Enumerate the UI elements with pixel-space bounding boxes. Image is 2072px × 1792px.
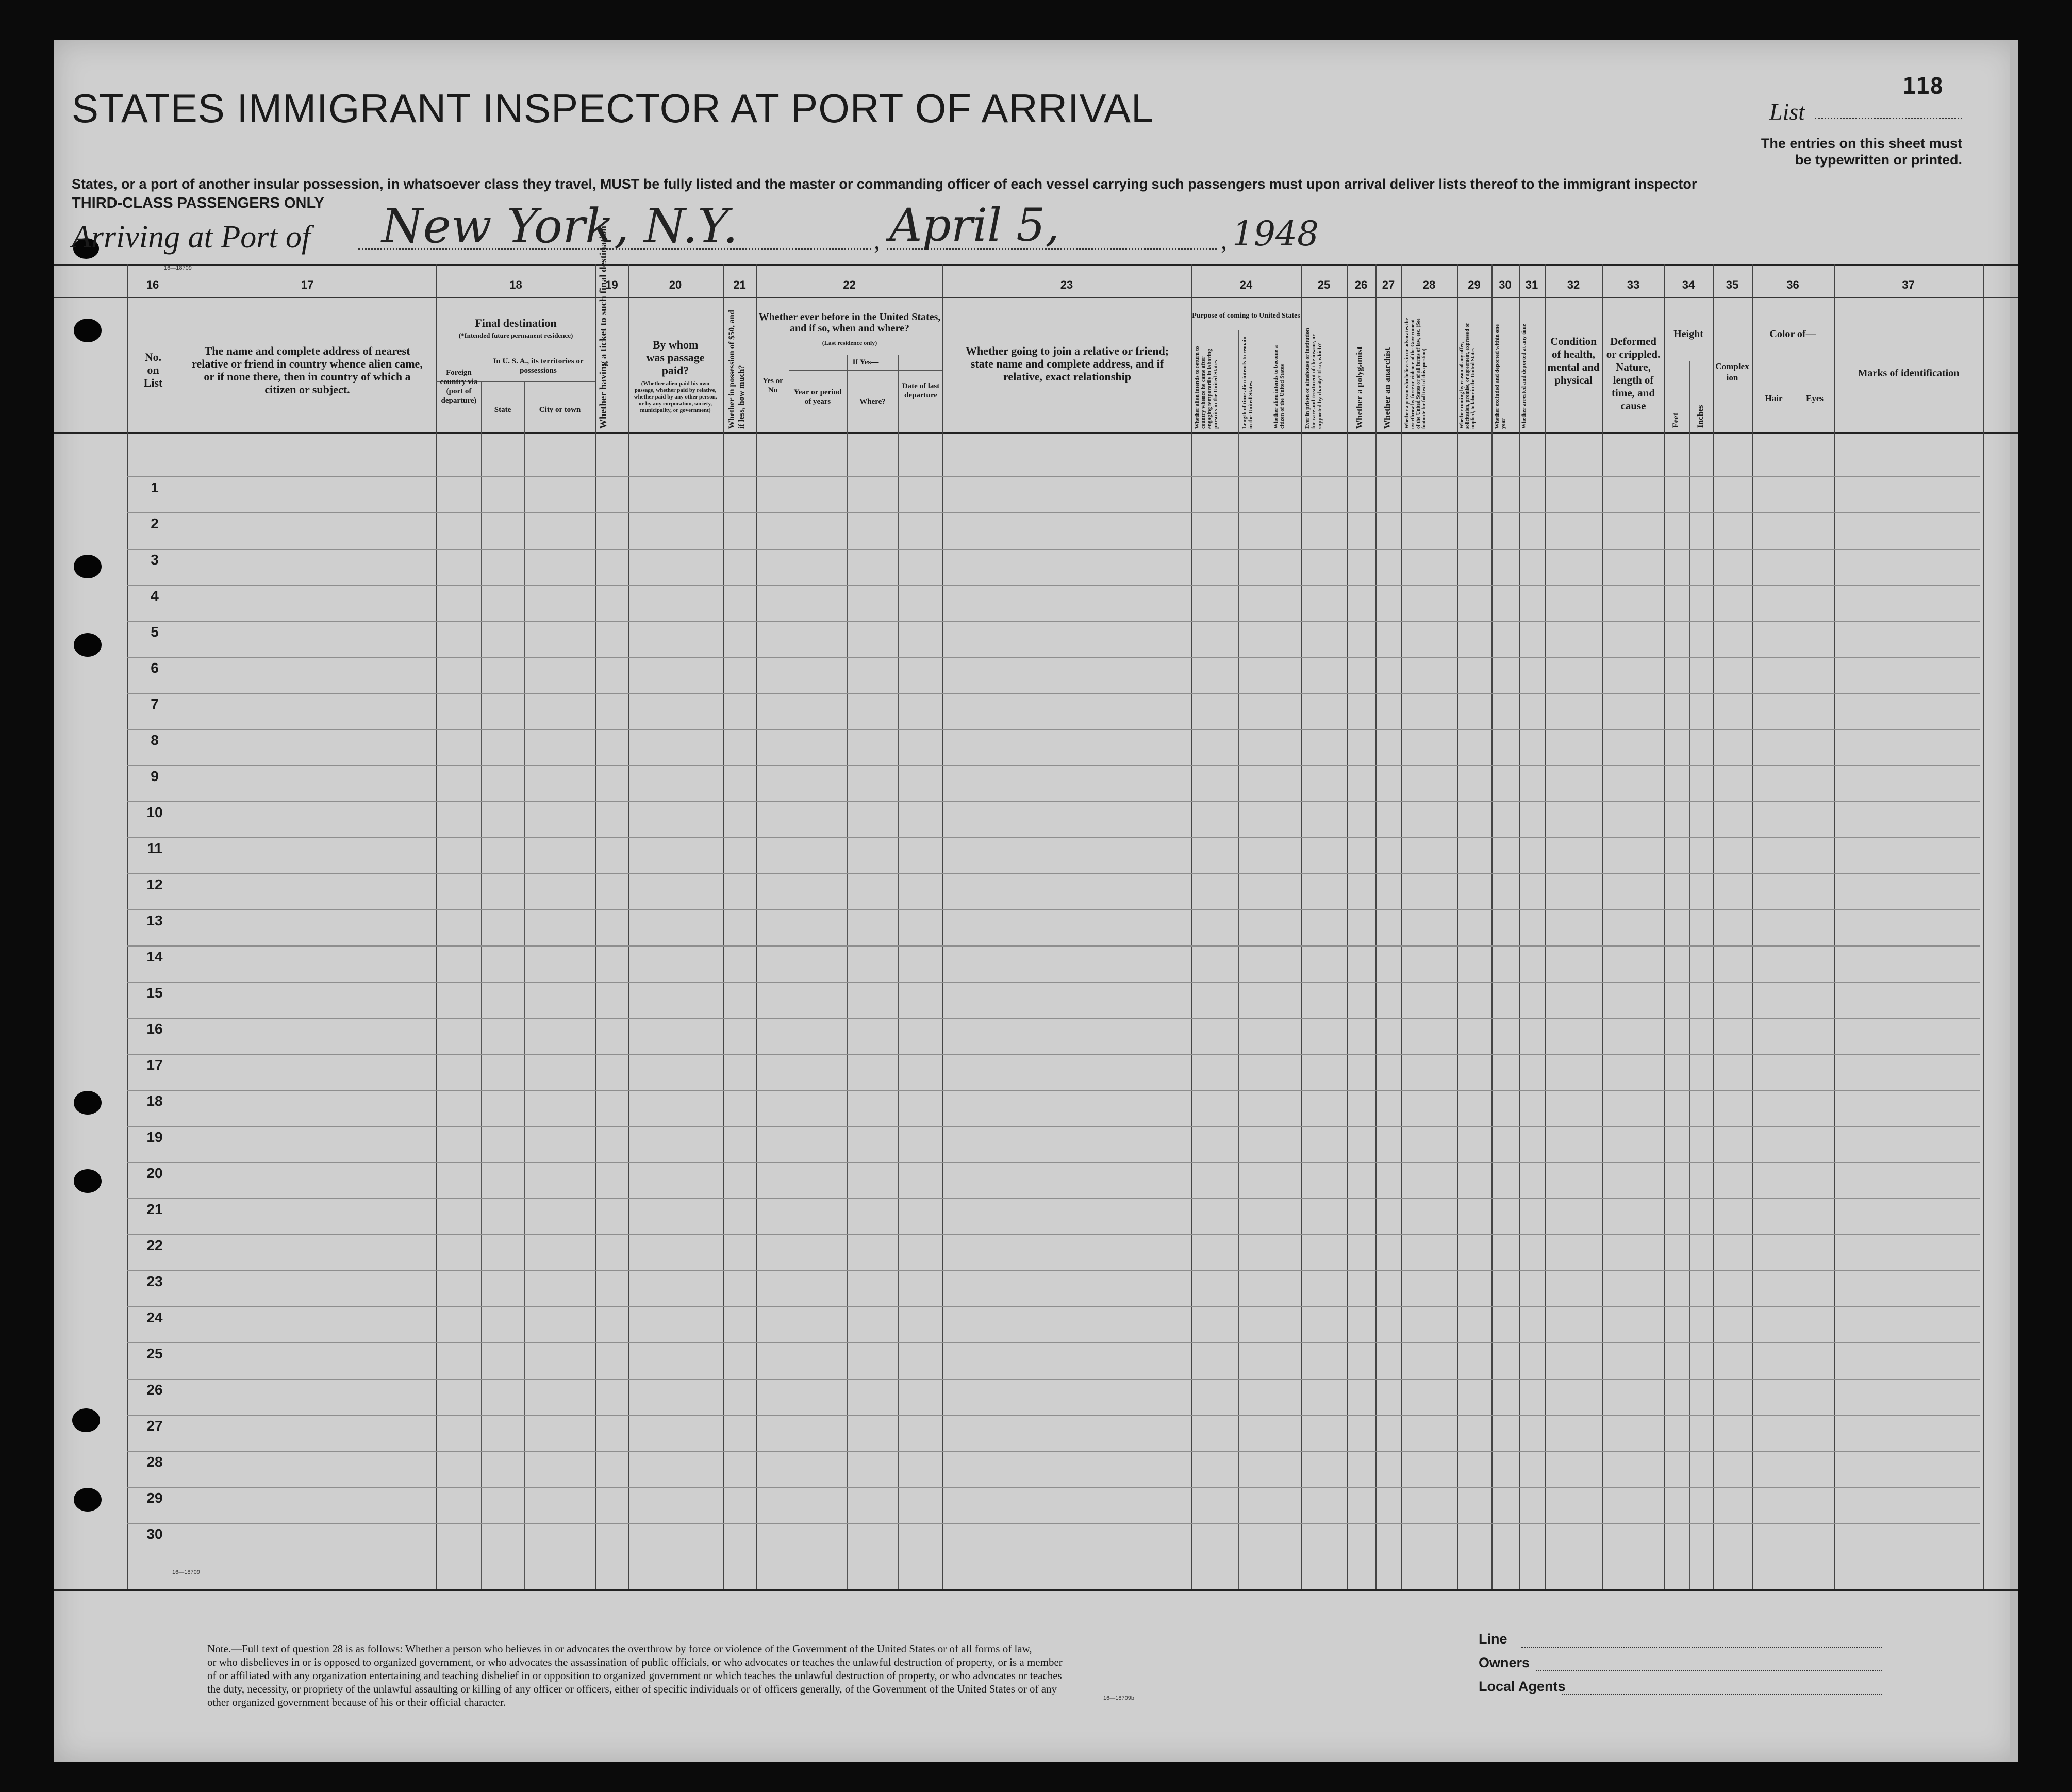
row-line [127,1487,1980,1488]
row-line [127,621,1980,622]
header-deformed: Deformed or crippled. Nature, length of time, and cause [1606,335,1661,412]
header-complexion: Complexion [1715,361,1749,383]
page-title: STATES IMMIGRANT INSPECTOR AT PORT OF ARRIVAL [72,86,1154,131]
line-label: Line [1479,1631,1507,1647]
row-number: 20 [146,1165,163,1181]
col-divider [1238,330,1239,1589]
row-number: 6 [151,660,159,676]
col-divider [1664,264,1665,1589]
row-number: 15 [146,985,163,1001]
header-labor-offer: Whether coming by reason of any offer, solicitation, promise, or agreement, expressed or implied, to labor in the United States [1459,323,1476,429]
row-number: 10 [146,804,163,820]
manifest-sheet [54,40,2018,1762]
col-divider [595,264,596,1589]
row-line [127,765,1980,766]
col-number-23: 23 [1060,278,1073,291]
punch-hole [74,1169,102,1193]
row-line [127,693,1980,694]
col-divider [1375,264,1377,1589]
row-line [127,1451,1980,1452]
header-passage-paid: By whom was passage paid? [646,338,705,377]
col-divider [1519,264,1520,1589]
row-number: 30 [146,1526,163,1542]
row-line [127,1270,1980,1271]
row-number: 14 [146,949,163,965]
list-number-line [1815,118,1962,119]
local-agents-label: Local Agents [1479,1679,1566,1694]
row-line [127,1126,1980,1127]
row-line [127,1415,1980,1416]
header-inches: Inches [1696,405,1705,428]
port-handwritten: New York, N.Y. [382,198,738,254]
footnote-line: Note.—Full text of question 28 is as follows: Whether a person who believes in or advocates the overthrow by force or violence of the Government of the United States or of all forms of law, [207,1642,1032,1655]
punch-hole [74,1091,102,1115]
row-line [127,909,1980,910]
header-date-last-departure: Date of last departure [902,382,940,400]
row-number: 27 [146,1418,163,1434]
punch-hole [72,1408,100,1432]
col-divider [1457,264,1458,1589]
comma: , [874,227,880,255]
header-foreign-country: Foreign country via (port of departure) [440,369,478,405]
form-code-top: 16—18709 [164,265,192,271]
header-city-or-town: City or town [539,406,581,414]
col-divider [942,264,943,1589]
sheet-edge [2010,40,2018,1762]
row-line [127,1306,1980,1307]
col-divider [1983,264,1984,1589]
year-handwritten: 1948 [1232,214,1319,254]
header-height: Height [1673,328,1703,340]
header-question-28: Whether a person who believes in or advocates the overthrow by force or violence of the Government of the United States or of all forms of law, etc. (See footnote for full text of this question) [1404,318,1427,429]
row-line [127,801,1980,802]
col-number-35: 35 [1726,278,1739,291]
col-divider [436,264,437,1589]
col-number-22: 22 [843,278,856,291]
row-line [127,476,1980,477]
col-number-20: 20 [669,278,682,291]
header-arrested: Whether arrested and deported at any time [1521,324,1527,429]
col-number-36: 36 [1786,278,1799,291]
col-divider [1602,264,1603,1589]
header-possession-50: Whether in possession of $50, and if less, how much? [727,310,746,429]
header-state: State [494,406,511,414]
row-number: 19 [146,1129,163,1145]
col-number-28: 28 [1422,278,1436,291]
row-number: 18 [146,1093,163,1109]
row-number: 4 [151,588,159,604]
header-in-usa: In U. S. A., its territories or possessions [493,357,584,375]
row-line [127,585,1980,586]
col-divider [628,264,629,1589]
row-number: 12 [146,876,163,892]
header-excluded: Whether excluded and deported within one year [1494,324,1506,429]
form-code-bottom: 16—18709 [172,1569,200,1575]
footnote-question-28 [207,1642,1187,1709]
header-health: Condition of health, mental and physical [1547,335,1600,386]
header-eyes: Eyes [1806,393,1824,403]
class-line: THIRD-CLASS PASSENGERS ONLY [72,195,324,211]
header-color-of: Color of— [1769,328,1816,340]
col-divider [1301,264,1302,1589]
subheader-line [481,381,595,382]
sheet-instruction: The entries on this sheet must be typewritten or printed. [1761,136,1962,168]
row-line [127,1342,1980,1343]
footnote-line: or who disbelieves in or is opposed to organized government, or who advocates the assassination of public officials, or who advocates or teaches the unlawful destruction of property, or is a member [207,1656,1063,1668]
row-line [127,657,1980,658]
row-number: 22 [146,1237,163,1253]
row-line [127,1090,1980,1091]
col-number-26: 26 [1354,278,1368,291]
row-number: 26 [146,1382,163,1398]
col-divider [524,381,525,1589]
col-divider [1834,264,1835,1589]
col-divider [1401,264,1402,1589]
col-divider [1491,264,1493,1589]
header-anarchist: Whether an anarchist [1382,347,1392,429]
col-number-16: 16 [146,278,159,291]
instruction-text: States, or a port of another insular possession, in whatsoever class they travel, MUST be fully listed and the master or commanding officer of each vessel carrying such passengers must upon arrival deliver lists thereof to the immigrant inspector [72,176,1697,192]
header-ever-before-sub: (Last residence only) [822,339,877,346]
col-number-19: 19 [605,278,618,291]
row-line [127,1379,1980,1380]
col-number-33: 33 [1627,278,1640,291]
row-line [127,1018,1980,1019]
header-years: Year or period of years [793,388,842,406]
owners-label: Owners [1479,1655,1530,1670]
row-line [127,729,1980,730]
footnote-code: 16—18709b [1103,1695,1134,1701]
footnote-line: other organized government because of his or their official character. [207,1696,506,1708]
row-line [127,512,1980,513]
punch-hole [74,633,102,657]
row-line [127,1198,1980,1199]
row-line [127,1054,1980,1055]
col-number-37: 37 [1902,278,1915,291]
header-where: Where? [859,397,886,406]
col-divider [898,355,899,1589]
col-divider [481,381,482,1589]
header-yes-no: Yes or No [763,377,783,394]
header-prison: Ever in prison or almshouse or institution for care and treatment of the insane, or supported by charity? If so, which? [1304,328,1323,429]
row-line [127,837,1980,838]
header-ticket: Whether having a ticket to such final destination [598,226,609,429]
row-number: 8 [151,732,159,748]
header-final-destination: Final destination [475,317,557,329]
col-number-18: 18 [509,278,522,291]
col-number-21: 21 [733,278,746,291]
col-number-31: 31 [1525,278,1538,291]
punch-hole [74,319,102,342]
row-number: 25 [146,1346,163,1362]
col-divider [1713,264,1714,1589]
subheader-line [789,370,942,371]
row-line [127,945,1980,947]
col-divider [1545,264,1546,1589]
col-number-32: 32 [1567,278,1580,291]
row-number: 9 [151,768,159,784]
header-going-to-join: Whether going to join a relative or friend; state name and complete address, and if relative, exact relationship [965,344,1169,383]
row-number: 29 [146,1490,163,1506]
footnote-line: the duty, necessity, or propriety of the unlawful assaulting or killing of any officer or officers, either of specific individuals or of officers generally, of the Government of the United States or of any [207,1683,1057,1695]
col-number-25: 25 [1317,278,1331,291]
col-divider [1752,264,1753,1589]
row-number: 13 [146,912,163,928]
row-number: 24 [146,1309,163,1325]
table-top-border [54,264,2018,266]
header-no-on-list: No. on List [143,351,163,389]
row-number: 2 [151,516,159,532]
header-if-yes: If Yes— [852,358,879,367]
comma: , [1221,227,1227,255]
col-number-29: 29 [1468,278,1481,291]
row-number: 1 [151,479,159,495]
col-number-34: 34 [1682,278,1695,291]
arriving-label: Arriving at Port of [72,220,311,255]
punch-hole [74,1488,102,1512]
header-ever-before: Whether ever before in the United States, and if so, when and where? [758,311,941,334]
punch-hole [74,555,102,578]
header-purpose-c: Whether alien intends to become a citizen of the United States [1273,345,1285,429]
header-purpose: Purpose of coming to United States [1192,312,1300,320]
col-number-24: 24 [1239,278,1253,291]
header-marks: Marks of identification [1858,368,1960,379]
row-line [127,1523,1980,1524]
header-polygamist: Whether a polygamist [1354,346,1364,429]
header-purpose-b: Length of time alien intends to remain in the United States [1241,336,1254,429]
col-number-27: 27 [1382,278,1395,291]
header-passage-paid-note: (Whether alien paid his own passage, whether paid by relative, whether paid by any other person, or by any corporation, society, municipality, or government) [634,380,717,413]
owners-field [1536,1670,1882,1671]
col-number-30: 30 [1499,278,1512,291]
col-divider [1689,361,1690,1589]
list-label: List [1769,98,1805,125]
col-divider [723,264,724,1589]
header-bottom-border [54,432,2018,434]
col-divider [847,355,848,1589]
row-number: 3 [151,552,159,568]
row-number: 17 [146,1057,163,1073]
local-agents-field [1562,1694,1882,1695]
row-line [127,549,1980,550]
line-field [1521,1647,1882,1648]
header-feet: Feet [1671,412,1680,428]
col-number-17: 17 [301,278,314,291]
footnote-line: of or affiliated with any organization entertaining and teaching disbelief in or opposition to organized government or which teaches the unlawful destruction of property, or who advocates or teaches [207,1669,1062,1682]
page-number: 118 [1902,73,1944,99]
row-number: 23 [146,1273,163,1289]
col-divider [1191,264,1192,1589]
date-handwritten: April 5, [889,198,1060,252]
header-purpose-a: Whether alien intends to return to country whence he came after engaging temporarily in laboring pursuits in the United States [1194,346,1219,429]
row-number: 11 [147,840,162,856]
row-number: 21 [146,1201,163,1217]
col-divider [756,264,757,1589]
row-line [127,982,1980,983]
row-number: 16 [146,1021,163,1037]
row-number: 7 [151,696,159,712]
row-line [127,1162,1980,1163]
row-number: 5 [151,624,159,640]
row-line [127,873,1980,874]
table-bottom-border [54,1589,2018,1591]
header-nearest-relative: The name and complete address of nearest relative or friend in country whence alien came, or if none there, then in country of which a citizen or subject. [192,344,423,396]
col-divider [1347,264,1348,1589]
row-line [127,1234,1980,1235]
row-number: 28 [146,1454,163,1470]
header-final-destination-sub: (*Intended future permanent residence) [458,331,573,339]
header-hair: Hair [1765,393,1783,403]
column-number-divider [54,297,2018,298]
